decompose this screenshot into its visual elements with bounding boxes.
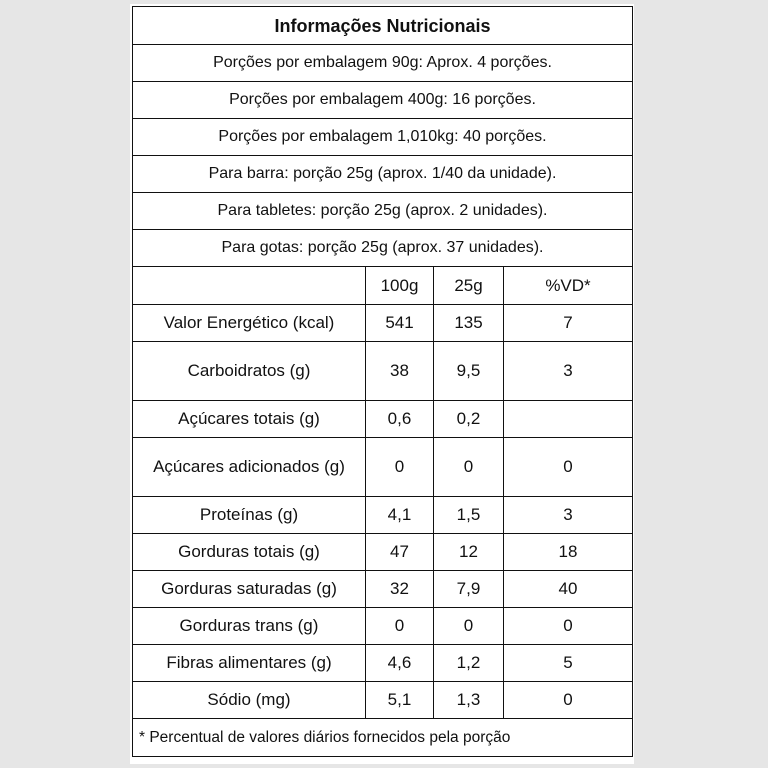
info-row <box>133 45 633 82</box>
table-row <box>133 438 633 497</box>
value-25g: 0,2 <box>434 401 504 438</box>
value-100g: 38 <box>366 342 434 401</box>
table-row <box>133 342 633 401</box>
value-vd: 0 <box>504 682 633 719</box>
value-vd <box>504 401 633 438</box>
serving-info-barra: Para barra: porção 25g (aprox. 1/40 da unidade). <box>133 156 633 193</box>
column-header-row <box>133 267 633 305</box>
footnote-row <box>133 719 633 757</box>
value-vd: 0 <box>504 608 633 645</box>
value-25g: 0 <box>434 608 504 645</box>
value-100g: 0,6 <box>366 401 434 438</box>
nutrient-name: Gorduras totais (g) <box>133 534 366 571</box>
nutrient-name: Proteínas (g) <box>133 497 366 534</box>
value-25g: 12 <box>434 534 504 571</box>
info-row <box>133 119 633 156</box>
footnote: * Percentual de valores diários fornecidos pela porção <box>133 719 633 757</box>
info-row <box>133 193 633 230</box>
value-vd: 18 <box>504 534 633 571</box>
value-25g: 1,3 <box>434 682 504 719</box>
table-row <box>133 571 633 608</box>
table-row <box>133 497 633 534</box>
column-header-vd: %VD* <box>504 267 633 305</box>
info-row <box>133 82 633 119</box>
table-title: Informações Nutricionais <box>133 7 633 45</box>
value-100g: 4,6 <box>366 645 434 682</box>
info-row <box>133 156 633 193</box>
serving-info-400g: Porções por embalagem 400g: 16 porções. <box>133 82 633 119</box>
value-100g: 5,1 <box>366 682 434 719</box>
value-100g: 0 <box>366 608 434 645</box>
serving-info-tabletes: Para tabletes: porção 25g (aprox. 2 unidades). <box>133 193 633 230</box>
value-100g: 0 <box>366 438 434 497</box>
value-vd: 7 <box>504 305 633 342</box>
value-25g: 7,9 <box>434 571 504 608</box>
value-vd: 40 <box>504 571 633 608</box>
nutrition-facts-table <box>132 6 633 757</box>
serving-info-1010kg: Porções por embalagem 1,010kg: 40 porções. <box>133 119 633 156</box>
nutrient-name: Carboidratos (g) <box>133 342 366 401</box>
value-25g: 9,5 <box>434 342 504 401</box>
nutrient-name: Gorduras saturadas (g) <box>133 571 366 608</box>
table-row <box>133 645 633 682</box>
value-25g: 1,5 <box>434 497 504 534</box>
value-25g: 135 <box>434 305 504 342</box>
value-vd: 5 <box>504 645 633 682</box>
column-header-25g: 25g <box>434 267 504 305</box>
nutrient-name: Fibras alimentares (g) <box>133 645 366 682</box>
nutrient-name: Sódio (mg) <box>133 682 366 719</box>
table-row <box>133 534 633 571</box>
value-vd: 0 <box>504 438 633 497</box>
table-row <box>133 401 633 438</box>
value-25g: 1,2 <box>434 645 504 682</box>
nutrient-name: Açúcares adicionados (g) <box>133 438 366 497</box>
value-vd: 3 <box>504 342 633 401</box>
nutrient-name: Valor Energético (kcal) <box>133 305 366 342</box>
value-100g: 47 <box>366 534 434 571</box>
column-header-100g: 100g <box>366 267 434 305</box>
serving-info-gotas: Para gotas: porção 25g (aprox. 37 unidades). <box>133 230 633 267</box>
table-row <box>133 682 633 719</box>
info-row <box>133 230 633 267</box>
value-100g: 4,1 <box>366 497 434 534</box>
nutrient-name: Gorduras trans (g) <box>133 608 366 645</box>
nutrient-name: Açúcares totais (g) <box>133 401 366 438</box>
column-header-nutrient <box>133 267 366 305</box>
serving-info-90g: Porções por embalagem 90g: Aprox. 4 porções. <box>133 45 633 82</box>
value-25g: 0 <box>434 438 504 497</box>
table-row <box>133 608 633 645</box>
title-row <box>133 7 633 45</box>
table-row <box>133 305 633 342</box>
value-100g: 541 <box>366 305 434 342</box>
value-vd: 3 <box>504 497 633 534</box>
value-100g: 32 <box>366 571 434 608</box>
